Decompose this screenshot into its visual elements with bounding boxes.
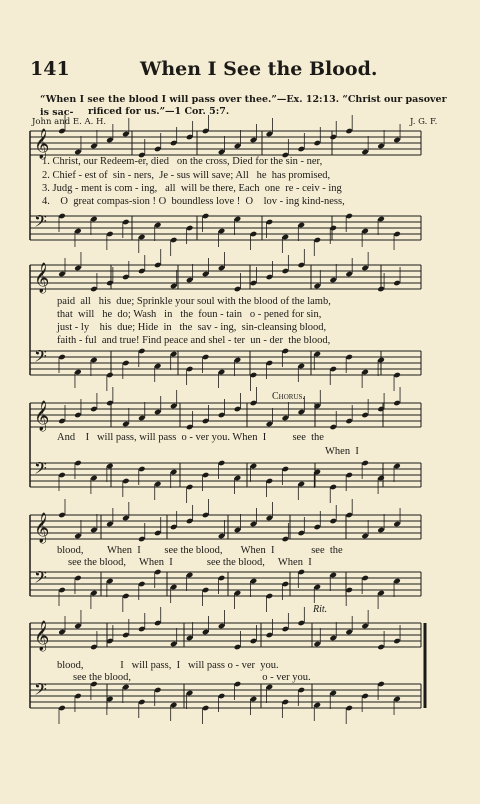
bass-clef: 𝄢 bbox=[34, 346, 47, 370]
ritardando-mark: Rit. bbox=[313, 604, 328, 615]
treble-clef: 𝄞 bbox=[34, 129, 50, 159]
verse-1-line-b: paid all his due; Sprinkle your soul with the blood of the lamb, bbox=[57, 296, 331, 307]
bass-clef: 𝄢 bbox=[34, 211, 47, 235]
chorus-lyrics-3: blood, I will pass, I will pass o - ver you. bbox=[57, 660, 279, 671]
chorus-alto-3: see the blood, o - ver you. bbox=[73, 672, 311, 683]
verse-3-line-b: just - ly his due; Hide in the sav - ing, sin-cleansing blood, bbox=[57, 322, 327, 333]
treble-clef: 𝄞 bbox=[34, 401, 50, 431]
hymn-title: When I See the Blood. bbox=[140, 58, 378, 80]
verse-2-line-b: that will he do; Wash in the foun - tain o - pened for sin, bbox=[57, 309, 322, 320]
bass-clef: 𝄢 bbox=[34, 679, 47, 703]
chorus-alto-2: see the blood, When I see the blood, When I bbox=[68, 557, 312, 568]
verse-4-line-a: 4. O great compas-sion ! O boundless love ! O lov - ing kind-ness, bbox=[42, 196, 345, 207]
verse-1-line-a: 1. Christ, our Redeem-er, died on the cross, Died for the sin - ner, bbox=[42, 156, 323, 167]
verse-4-line-b: faith - ful and true! Find peace and shel - ter un - der the blood, bbox=[57, 335, 331, 346]
words-credit: John and E. A. H. bbox=[32, 117, 107, 127]
treble-clef: 𝄞 bbox=[34, 263, 50, 293]
chorus-lyrics-1: And I will pass, will pass o - ver you. When I see the bbox=[57, 432, 324, 443]
verse-3-line-a: 3. Judg - ment is com - ing, all will be there, Each one re - ceiv - ing bbox=[42, 183, 342, 194]
bass-clef: 𝄢 bbox=[34, 458, 47, 482]
hymn-number: 141 bbox=[30, 58, 70, 80]
verse-2-line-a: 2. Chief - est of sin - ners, Je - sus will save; All he has promised, bbox=[42, 170, 331, 181]
music-credit: J. G. F. bbox=[410, 117, 438, 127]
chorus-alto-1: When I bbox=[325, 446, 359, 457]
chorus-label: Chorus. bbox=[272, 391, 305, 402]
treble-clef: 𝄞 bbox=[34, 513, 50, 543]
scripture-epigraph: “When I see the blood I will pass over thee.”—Ex. 12:13. “Christ our pasover is sac- bbox=[40, 94, 447, 118]
bass-clef: 𝄢 bbox=[34, 567, 47, 591]
chorus-lyrics-2: blood, When I see the blood, When I see the bbox=[57, 545, 343, 556]
scripture-epigraph-cont: rificed for us.”—1 Cor. 5:7. bbox=[88, 106, 230, 117]
treble-clef: 𝄞 bbox=[34, 621, 50, 651]
